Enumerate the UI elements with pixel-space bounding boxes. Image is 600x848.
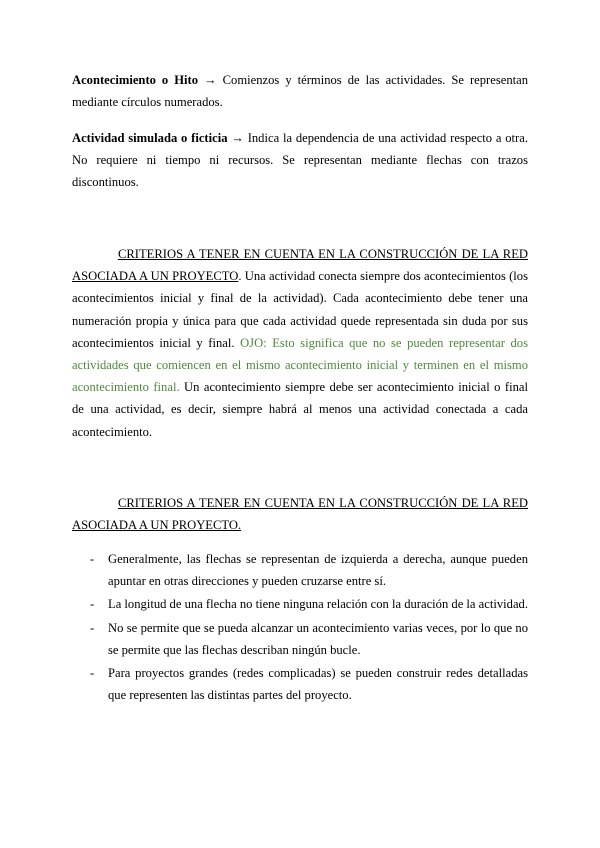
- list-item: [72, 662, 528, 706]
- definition-term: Acontecimiento o Hito: [72, 73, 199, 87]
- list-item-text: La longitud de una flecha no tiene ninguna relación con la duración de la actividad.: [108, 597, 528, 612]
- criteria-heading-2: [72, 492, 528, 536]
- definition-actividad-ficticia: [72, 127, 528, 194]
- section-heading: CRITERIOS A TENER EN CUENTA EN LA CONSTRUCCIÓN DE LA RED ASOCIADA A UN PROYECTO.: [72, 496, 528, 533]
- section-heading: CRITERIOS A TENER EN CUENTA EN LA CONSTRUCCIÓN DE LA RED ASOCIADA A UN PROYECTO: [72, 247, 528, 284]
- definition-term: Actividad simulada o ficticia: [72, 131, 228, 145]
- paragraph-text: Un acontecimiento siempre debe ser acontecimiento inicial o final de una actividad, es decir, siempre habrá al menos una actividad conectada a cada acontecimiento.: [72, 380, 528, 439]
- arrow-symbol: →: [231, 131, 244, 145]
- definition-text: Indica la dependencia de una actividad respecto a otra. No requiere ni tiempo ni recursos. Se representan mediante flechas con trazos discontinuos.: [72, 131, 528, 190]
- list-item-text: Generalmente, las flechas se representan de izquierda a derecha, aunque pueden apuntar en otras direcciones y pueden cruzarse entre sí.: [108, 552, 528, 589]
- list-item: [72, 593, 528, 615]
- list-item: [72, 617, 528, 661]
- paragraph-text: . Una actividad conecta siempre dos acontecimientos (los acontecimientos inicial y final de la actividad). Cada acontecimiento debe tener una numeración propia y única para que cada actividad quede representada sin duda por sus acontecimientos inicial y final.: [72, 269, 529, 350]
- bullet-dash: -: [90, 666, 95, 681]
- bullet-dash: -: [90, 597, 95, 612]
- bullet-dash: -: [90, 620, 95, 635]
- bullet-dash: -: [90, 552, 95, 566]
- definition-hito: [72, 69, 528, 113]
- list-item: [72, 548, 528, 592]
- list-item-text: No se permite que se pueda alcanzar un acontecimiento varias veces, por lo que no se permite que las flechas describan ningún bucle.: [108, 620, 528, 657]
- highlight-note: OJO: Esto significa que no se pueden representar dos actividades que comiencen en el mismo acontecimiento inicial y terminen en el mismo acontecimiento final.: [72, 335, 528, 395]
- arrow-symbol: →: [204, 73, 217, 87]
- criteria-list: [72, 548, 528, 707]
- criteria-paragraph: [72, 243, 528, 443]
- list-item-text: Para proyectos grandes (redes complicadas) se pueden construir redes detalladas que representen las distintas partes del proyecto.: [108, 666, 528, 703]
- definition-text: Comienzos y términos de las actividades. Se representan mediante círculos numerados.: [72, 73, 529, 110]
